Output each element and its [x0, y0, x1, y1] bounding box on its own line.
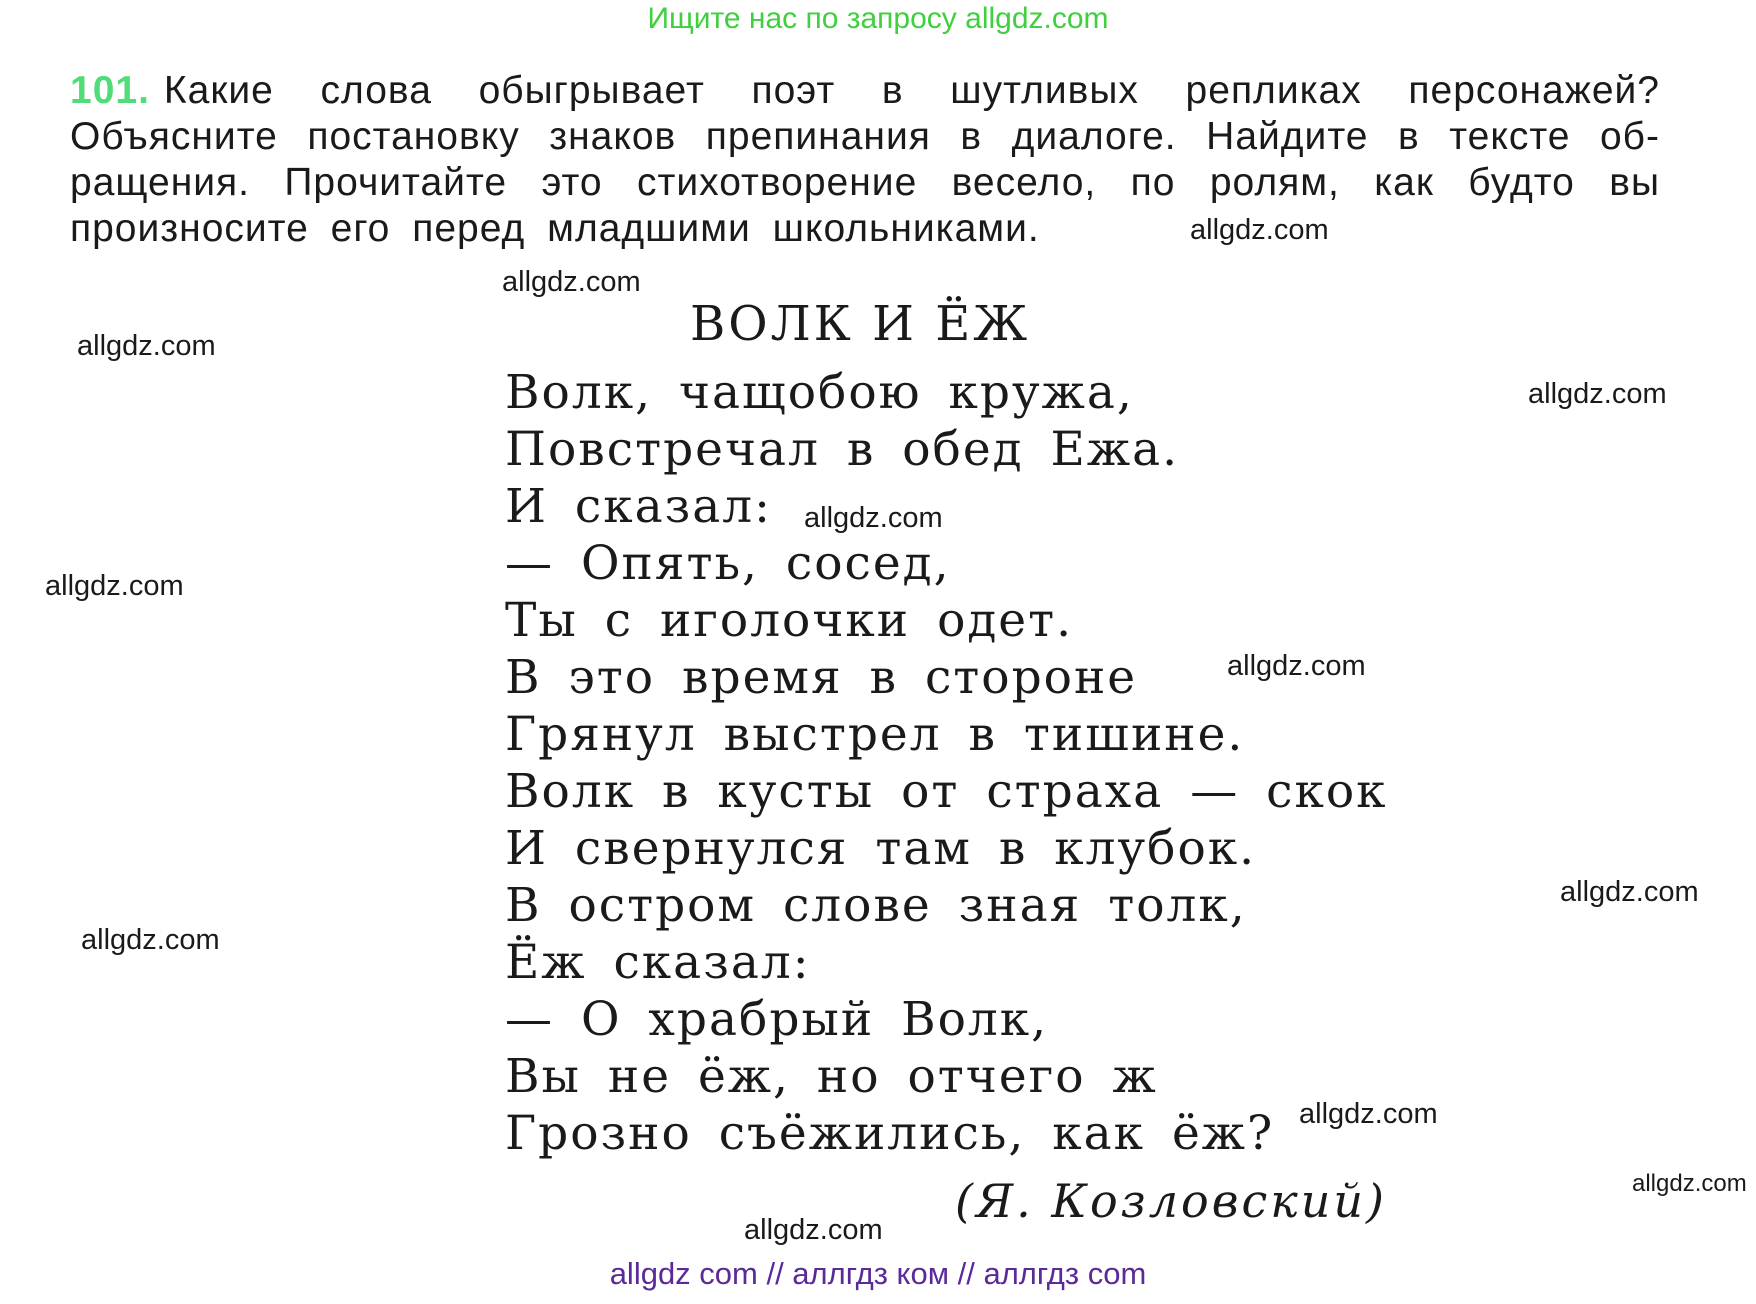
watermark: allgdz.com: [1190, 214, 1329, 246]
task-number: 101.: [70, 69, 150, 112]
poem-line: И сказал:: [505, 479, 772, 534]
poem-line: Повстречал в обед Ежа.: [505, 422, 1180, 477]
watermark: allgdz.com: [81, 924, 220, 956]
watermark: allgdz.com: [804, 502, 943, 534]
task-text: [70, 68, 1660, 252]
watermark: allgdz.com: [1299, 1098, 1438, 1130]
watermark: allgdz.com: [1632, 1170, 1747, 1197]
task-line-1: [70, 68, 1660, 114]
task-line-3: ращения. Прочитайте это стихотворение весело, по ролям, как будто вы: [70, 161, 1660, 204]
watermark: allgdz.com: [1528, 378, 1667, 410]
poem-author: (Я. Козловский): [955, 1174, 1387, 1228]
poem-line: Ты с иголочки одет.: [505, 593, 1074, 648]
watermark: allgdz.com: [45, 570, 184, 602]
poem-line: Грянул выстрел в тишине.: [505, 707, 1245, 762]
poem-line: Волк, чащобою кружа,: [505, 365, 1134, 420]
poem-line: Волк в кусты от страха — скок: [505, 764, 1388, 819]
poem-line: В остром слове зная толк,: [505, 878, 1247, 933]
poem-line: — Опять, сосед,: [505, 536, 951, 591]
top-banner: Ищите нас по запросу allgdz.com: [647, 2, 1109, 35]
watermark: allgdz.com: [77, 330, 216, 362]
footer-links: allgdz com // аллгдз ком // аллгдз com: [609, 1256, 1147, 1291]
poem-line: Ёж сказал:: [505, 935, 811, 990]
poem-line: — О храбрый Волк,: [505, 992, 1049, 1047]
poem-line: В это время в стороне: [505, 650, 1138, 705]
task-line-4: произносите его перед младшими школьниками.: [70, 207, 1040, 250]
poem-line: И свернулся там в клубок.: [505, 821, 1257, 876]
watermark: allgdz.com: [1560, 876, 1699, 908]
task-line-1-text: Какие слова обыгрывает поэт в шутливых репликах персонажей?: [163, 69, 1660, 112]
poem-line: Вы не ёж, но отчего ж: [505, 1049, 1158, 1104]
watermark: allgdz.com: [502, 266, 641, 298]
watermark: allgdz.com: [744, 1214, 883, 1246]
task-line-2: Объясните постановку знаков препинания в диалоге. Найдите в тексте об-: [70, 115, 1660, 158]
poem-title: ВОЛК И ЁЖ: [690, 296, 1031, 352]
watermark: allgdz.com: [1227, 650, 1366, 682]
poem-body: [505, 364, 1388, 1162]
poem-line: Грозно съёжились, как ёж?: [505, 1106, 1275, 1161]
